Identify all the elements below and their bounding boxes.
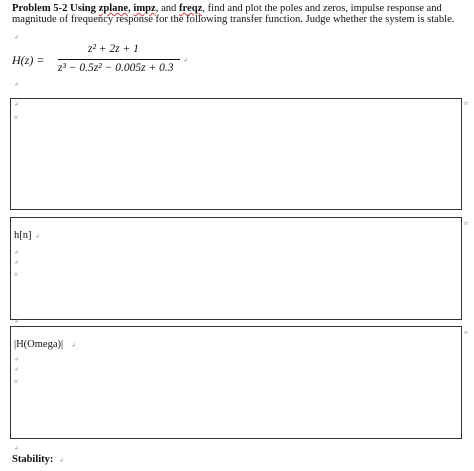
impz-function: impz [133,3,156,14]
paragraph-mark: ↲ [14,356,20,363]
paragraph-mark: ↲ [71,342,77,349]
paragraph-mark: ↲ [14,259,20,266]
transfer-function-lhs: H(z) = [12,53,45,67]
paragraph-mark: ↲ [183,57,189,64]
poles-zeros-answer-box[interactable] [10,98,462,210]
paragraph-mark: ↲ [14,34,20,41]
paragraph-mark: ↲ [14,366,20,373]
paragraph-mark: ↲ [14,445,20,452]
problem-heading: Problem 5-2 Using zplane, impz, and freqz, find and plot the poles and zeros, impulse response and magnitude of frequency response for the following transfer function. Judge whether the system is stable. [12,3,455,25]
impulse-response-label: h[n] [14,230,32,241]
fraction-bar [58,59,180,60]
heading-text: , find and plot the poles and zeros, impulse response and magnitude of frequency response for the following transfer function. Judge whether the system is stable. [12,3,455,25]
frequency-response-answer-box[interactable] [10,326,462,439]
transfer-function-denominator: z³ − 0.5z² − 0.005z + 0.3 [58,62,174,74]
freqz-function: freqz [179,3,203,14]
cell-end-mark: ¤ [14,114,18,121]
paragraph-mark: ↲ [14,81,20,88]
cell-end-mark: ¤ [14,271,18,278]
transfer-function-numerator: z² + 2z + 1 [88,43,139,55]
row-end-mark: ¤ [464,220,468,227]
paragraph-mark: ↲ [35,233,41,240]
paragraph-mark: ↲ [14,249,20,256]
magnitude-response-label: |H(Omega)| [14,339,64,350]
paragraph-mark: ↲ [59,457,65,464]
problem-number: Problem 5-2 Using [12,3,96,14]
zplane-function: zplane [98,3,129,14]
stability-label: Stability: [12,454,54,465]
paragraph-mark: ↲ [14,101,20,108]
paragraph-mark: ↲ [14,318,20,325]
impulse-response-answer-box[interactable] [10,217,462,320]
cell-end-mark: ¤ [14,378,18,385]
and-word: and [161,3,177,14]
row-end-mark: ¤ [464,329,468,336]
row-end-mark: ¤ [464,100,468,107]
